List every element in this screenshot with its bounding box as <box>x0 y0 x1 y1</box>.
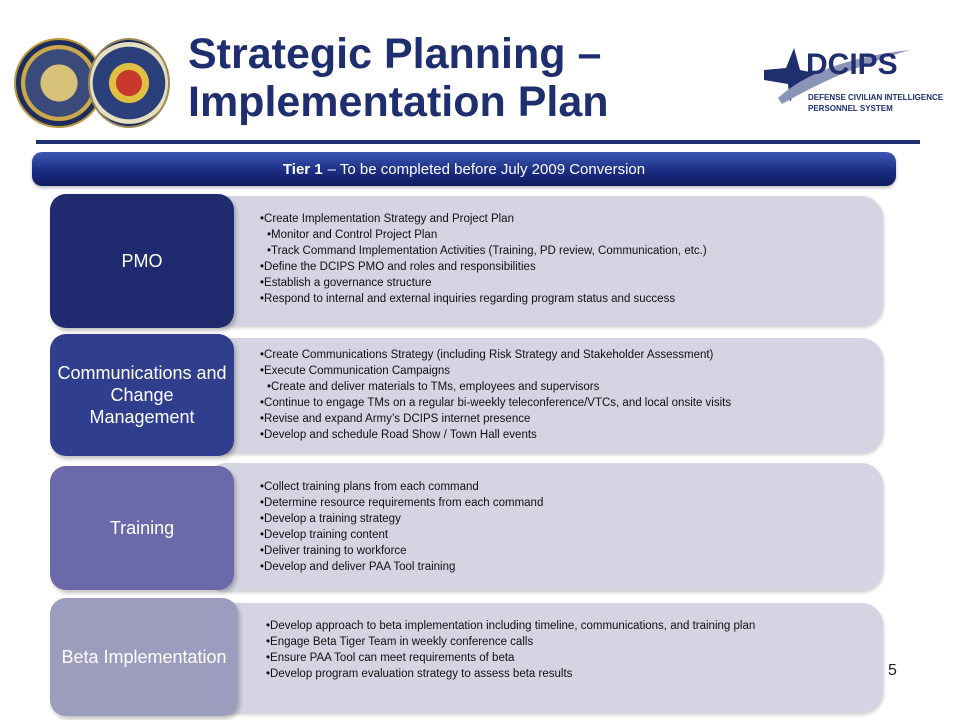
list-item: • Execute Communication Campaigns <box>260 363 731 379</box>
list-item: • Monitor and Control Project Plan <box>260 227 707 243</box>
communications-bullet-list <box>260 347 731 443</box>
list-item: • Develop and deliver PAA Tool training <box>260 559 543 575</box>
list-item: • Create Communications Strategy (including Risk Strategy and Stakeholder Assessment) <box>260 347 731 363</box>
list-item: • Create Implementation Strategy and Project Plan <box>260 211 707 227</box>
dcips-subtitle-line2: PERSONNEL SYSTEM <box>808 104 893 113</box>
dcips-logo-text: DCIPS <box>806 48 898 81</box>
army-intelligence-seal-image <box>88 38 170 128</box>
communications-label: Communications and Change Management <box>50 334 234 456</box>
tier-banner <box>32 152 896 186</box>
list-item: • Develop training content <box>260 527 543 543</box>
list-item: • Deliver training to workforce <box>260 543 543 559</box>
list-item: • Engage Beta Tiger Team in weekly conference calls <box>266 634 755 650</box>
beta-bullet-list <box>266 618 755 682</box>
dcips-subtitle-line1: DEFENSE CIVILIAN INTELLIGENCE <box>808 93 944 102</box>
list-item: • Revise and expand Army’s DCIPS internet presence <box>260 411 731 427</box>
pmo-label: PMO <box>50 194 234 328</box>
page-title: Strategic Planning – Implementation Plan <box>188 30 609 126</box>
pmo-bullet-list <box>260 211 707 307</box>
list-item: • Develop and schedule Road Show / Town Hall events <box>260 427 731 443</box>
list-item: • Determine resource requirements from each command <box>260 495 543 511</box>
list-item: • Continue to engage TMs on a regular bi-weekly teleconference/VTCs, and local onsite visits <box>260 395 731 411</box>
list-item: • Develop program evaluation strategy to assess beta results <box>266 666 755 682</box>
list-item: • Collect training plans from each command <box>260 479 543 495</box>
list-item: • Develop approach to beta implementation including timeline, communications, and training plan <box>266 618 755 634</box>
list-item: • Create and deliver materials to TMs, employees and supervisors <box>260 379 731 395</box>
list-item: • Respond to internal and external inquiries regarding program status and success <box>260 291 707 307</box>
tier-label: Tier 1 <box>282 160 323 178</box>
list-item: • Track Command Implementation Activities (Training, PD review, Communication, etc.) <box>260 243 707 259</box>
list-item: • Establish a governance structure <box>260 275 707 291</box>
training-bullet-list <box>260 479 543 575</box>
beta-implementation-label: Beta Implementation <box>50 598 238 716</box>
list-item: • Ensure PAA Tool can meet requirements of beta <box>266 650 755 666</box>
dcips-logo <box>760 40 945 120</box>
list-item: • Develop a training strategy <box>260 511 543 527</box>
list-item: • Define the DCIPS PMO and roles and responsibilities <box>260 259 707 275</box>
training-label: Training <box>50 466 234 590</box>
tier-description: – To be completed before July 2009 Conversion <box>327 160 646 178</box>
title-divider <box>36 140 920 144</box>
slide-number: 5 <box>888 662 897 679</box>
